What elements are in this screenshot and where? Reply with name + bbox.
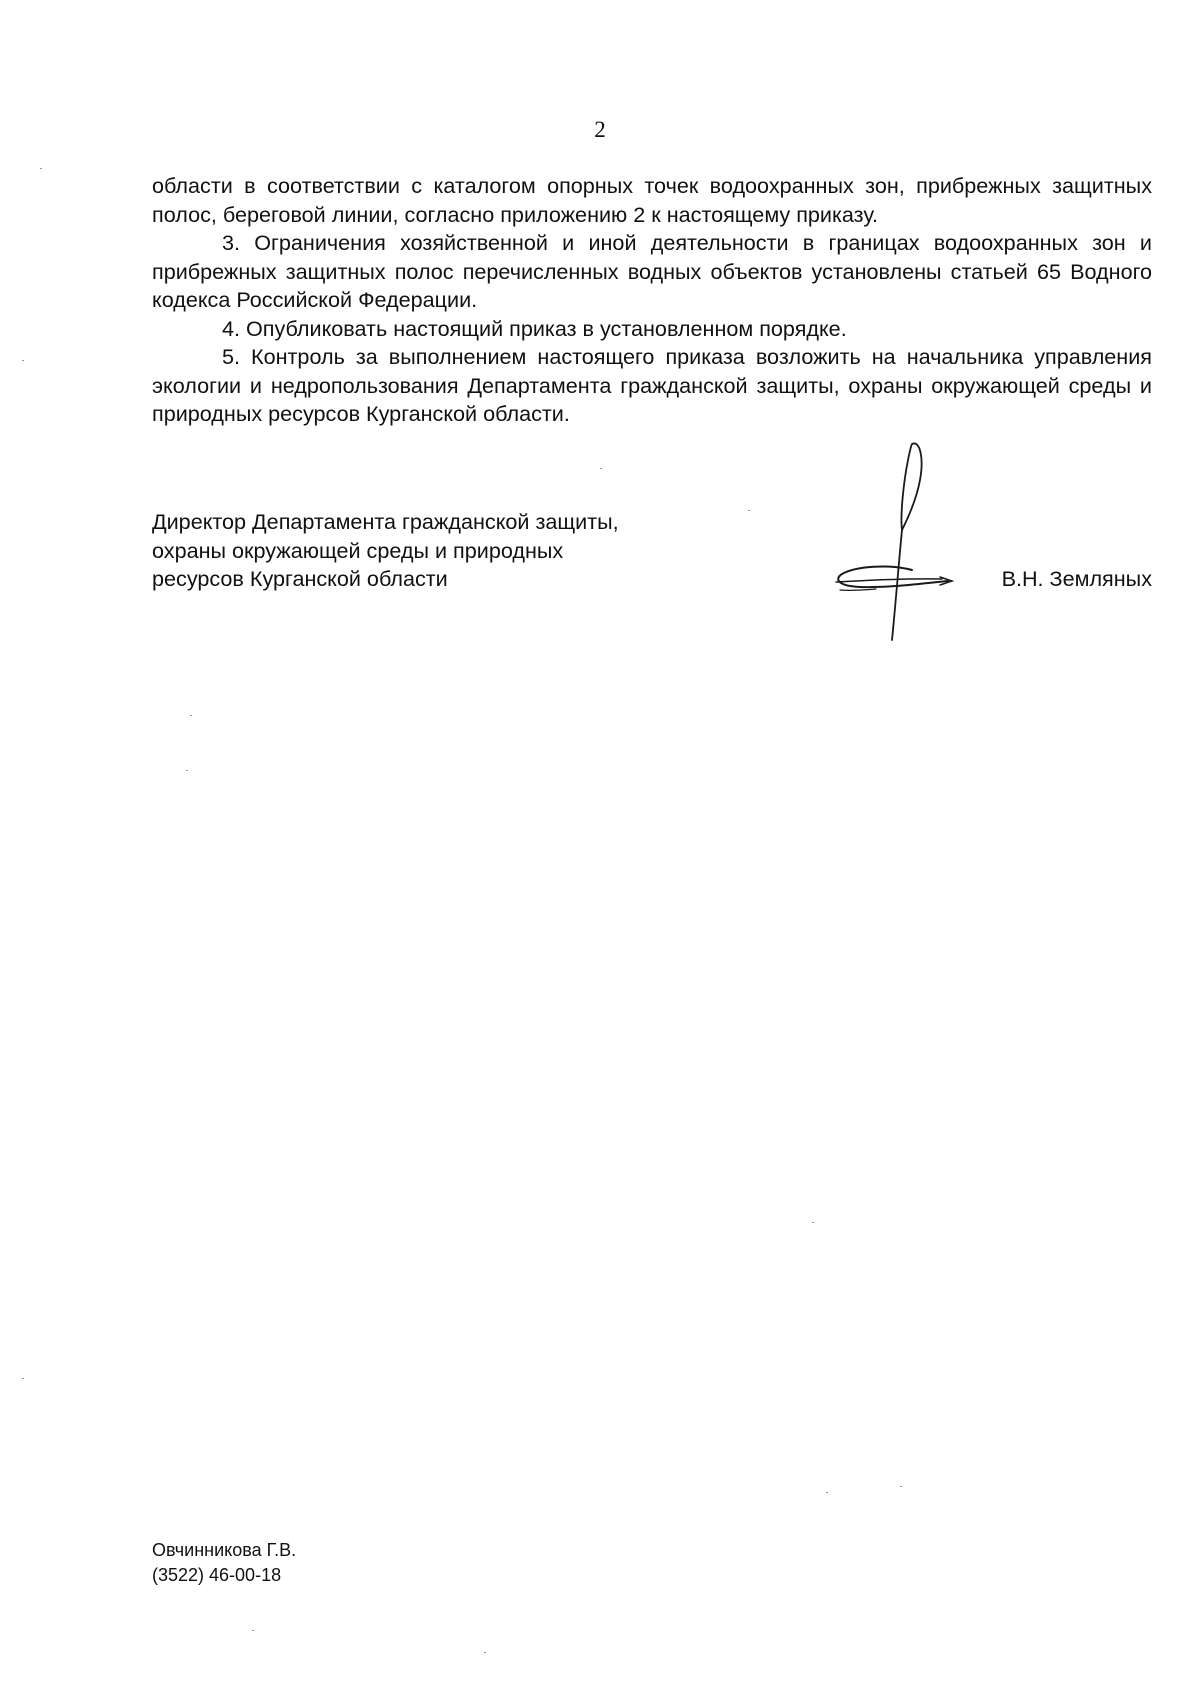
- scan-speck: [900, 1486, 902, 1487]
- page-number: 2: [594, 117, 606, 142]
- paragraph-item-3: 3. Ограничения хозяйственной и иной деятельности в границах водоохранных зон и прибрежных защитных полос перечисленных водных объектов установлены статьей 65 Водного кодекса Российской Федерации.: [152, 230, 1152, 312]
- scan-speck: [22, 360, 24, 361]
- paragraph-item-4: 4. Опубликовать настоящий приказ в установленном порядке.: [222, 315, 847, 341]
- scan-speck: [812, 1222, 814, 1223]
- paragraph-item-5: 5. Контроль за выполнением настоящего приказа возложить на начальника управления экологии и недропользования Департамента гражданской защиты, охраны окружающей среды и природных ресурсов Курганской области.: [152, 344, 1152, 426]
- scan-speck: [600, 468, 602, 469]
- scan-speck: [748, 510, 750, 511]
- scan-speck: [22, 1378, 24, 1379]
- scan-speck: [252, 1630, 254, 1631]
- executor-name: Овчинникова Г.В.: [152, 1540, 297, 1560]
- executor-phone: (3522) 46-00-18: [152, 1565, 282, 1585]
- scan-speck: [826, 1492, 828, 1493]
- executor-info: [152, 1538, 296, 1588]
- position-line: Директор Департамента гражданской защиты,: [152, 509, 619, 534]
- position-line: охраны окружающей среды и природных: [152, 537, 564, 563]
- signatory-position: [152, 508, 712, 594]
- signatory-name: В.Н. Земляных: [1001, 566, 1152, 591]
- paragraph-continuation: области в соответствии с каталогом опорных точек водоохранных зон, прибрежных защитных полос, береговой линии, согласно приложению 2 к настоящему приказу.: [152, 173, 1152, 227]
- handwritten-signature: [830, 440, 970, 650]
- scan-speck: [40, 168, 42, 169]
- scan-speck: [190, 715, 192, 716]
- position-line: ресурсов Курганской области: [152, 566, 448, 591]
- document-body: [152, 172, 1152, 429]
- scan-speck: [186, 770, 188, 771]
- scan-speck: [484, 1652, 486, 1653]
